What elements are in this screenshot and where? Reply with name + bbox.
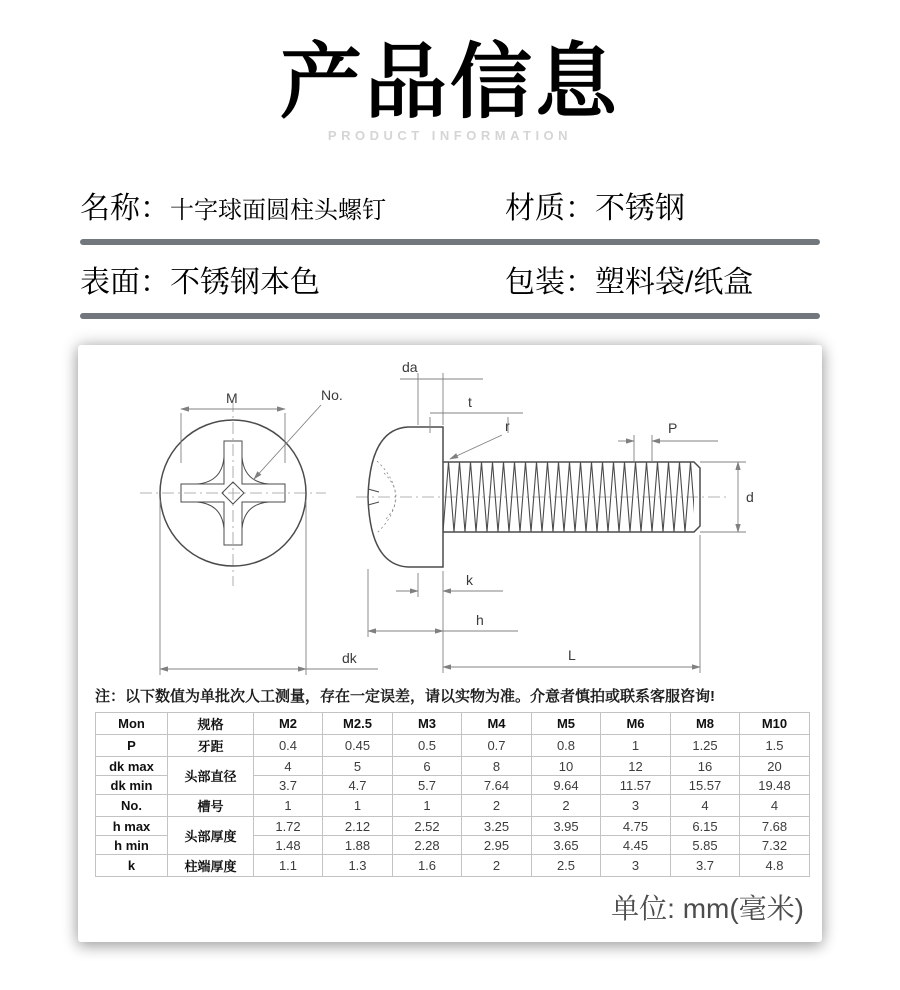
table-cell: 3 (601, 855, 671, 877)
table-cell: 0.5 (393, 735, 462, 757)
table-cell: 1.6 (393, 855, 462, 877)
column-header: M3 (393, 713, 462, 735)
dim-label-d: d (746, 489, 754, 506)
spec-material-label: 材质： (505, 192, 595, 226)
table-cell: 15.57 (671, 776, 740, 795)
table-cell: 头部直径 (168, 757, 254, 795)
table-cell: 7.64 (462, 776, 532, 795)
spec-table (95, 712, 810, 877)
table-cell: 1 (601, 735, 671, 757)
table-cell: 3.95 (532, 817, 601, 836)
table-cell: No. (96, 795, 168, 817)
table-cell: 20 (740, 757, 810, 776)
spec-material (505, 183, 685, 227)
dim-label-p: P (668, 420, 678, 437)
table-cell: 3.7 (254, 776, 323, 795)
table-cell: 1.5 (740, 735, 810, 757)
table-cell: 1 (254, 795, 323, 817)
dim-label-h: h (476, 612, 484, 629)
spec-material-value: 不锈钢 (595, 192, 685, 226)
table-cell: dk min (96, 776, 168, 795)
table-cell: 12 (601, 757, 671, 776)
dim-label-k: k (466, 572, 473, 589)
spec-packing-label: 包装： (505, 266, 595, 300)
dim-label-l: L (568, 647, 576, 664)
table-cell: 4.75 (601, 817, 671, 836)
table-cell: 2 (462, 855, 532, 877)
dim-label-m: M (226, 390, 238, 407)
table-cell: 8 (462, 757, 532, 776)
spec-packing (505, 257, 753, 301)
spec-surface-value: 不锈钢本色 (170, 266, 320, 300)
unit-label: 单位: mm(毫米) (611, 893, 804, 925)
table-row (96, 817, 810, 836)
divider-line (80, 313, 820, 319)
table-cell: 4.45 (601, 836, 671, 855)
table-cell: 7.68 (740, 817, 810, 836)
table-cell: 头部厚度 (168, 817, 254, 855)
table-cell: h min (96, 836, 168, 855)
page-subtitle: PRODUCT INFORMATION (327, 128, 573, 144)
table-cell: 1.1 (254, 855, 323, 877)
column-header: M6 (601, 713, 671, 735)
dim-label-r: r (505, 418, 510, 435)
table-cell: k (96, 855, 168, 877)
product-diagram-card (78, 345, 822, 942)
column-header: Mon (96, 713, 168, 735)
dim-label-no: No. (321, 387, 343, 404)
spec-row-1 (80, 177, 820, 233)
table-cell: 4 (254, 757, 323, 776)
table-cell: 4 (740, 795, 810, 817)
table-cell: 槽号 (168, 795, 254, 817)
dim-label-da: da (402, 359, 418, 376)
screw-technical-drawing (78, 345, 822, 683)
table-cell: 1.88 (323, 836, 393, 855)
table-cell: 0.45 (323, 735, 393, 757)
table-cell: 5.85 (671, 836, 740, 855)
table-cell: 1.25 (671, 735, 740, 757)
spec-name (80, 183, 505, 227)
table-row (96, 757, 810, 776)
table-cell: 4.8 (740, 855, 810, 877)
table-cell: 4.7 (323, 776, 393, 795)
table-cell: 0.7 (462, 735, 532, 757)
table-row (96, 735, 810, 757)
table-cell: 柱端厚度 (168, 855, 254, 877)
table-cell: 2.5 (532, 855, 601, 877)
table-cell: h max (96, 817, 168, 836)
table-cell: 5 (323, 757, 393, 776)
table-cell: 0.8 (532, 735, 601, 757)
table-cell: 3.7 (671, 855, 740, 877)
table-cell: 3.25 (462, 817, 532, 836)
spec-table-body (96, 735, 810, 877)
table-cell: 11.57 (601, 776, 671, 795)
spec-table-wrap (95, 712, 809, 877)
divider-line (80, 239, 820, 245)
table-cell: 1.3 (323, 855, 393, 877)
table-cell: 1.48 (254, 836, 323, 855)
spec-name-label: 名称： (80, 192, 170, 226)
column-header: M4 (462, 713, 532, 735)
table-cell: 1 (323, 795, 393, 817)
table-cell: 1 (393, 795, 462, 817)
measurement-note: 注：以下数值为单批次人工测量，存在一定误差，请以实物为准。介意者慎拍或联系客服咨询! (95, 688, 715, 706)
table-cell: 6 (393, 757, 462, 776)
table-cell: 5.7 (393, 776, 462, 795)
table-cell: 2 (462, 795, 532, 817)
table-cell: 6.15 (671, 817, 740, 836)
table-cell: 2.28 (393, 836, 462, 855)
table-cell: 19.48 (740, 776, 810, 795)
product-info-page (0, 37, 900, 990)
column-header: 规格 (168, 713, 254, 735)
spec-surface (80, 257, 505, 301)
table-cell: 1.72 (254, 817, 323, 836)
spec-surface-label: 表面： (80, 266, 170, 300)
table-cell: 2.12 (323, 817, 393, 836)
dim-label-dk: dk (342, 650, 357, 667)
table-cell: 9.64 (532, 776, 601, 795)
table-cell: 10 (532, 757, 601, 776)
table-cell: dk max (96, 757, 168, 776)
spec-name-value: 十字球面圆柱头螺钉 (170, 197, 386, 225)
table-cell: P (96, 735, 168, 757)
table-cell: 2 (532, 795, 601, 817)
table-cell: 3.65 (532, 836, 601, 855)
column-header: M2.5 (323, 713, 393, 735)
table-cell: 2.52 (393, 817, 462, 836)
table-cell: 0.4 (254, 735, 323, 757)
page-title: 产品信息 (279, 37, 620, 128)
table-cell: 16 (671, 757, 740, 776)
column-header: M2 (254, 713, 323, 735)
spec-packing-value: 塑料袋/纸盒 (595, 266, 754, 300)
spec-table-header-row (96, 713, 810, 735)
table-cell: 3 (601, 795, 671, 817)
spec-list (80, 177, 820, 319)
table-cell: 7.32 (740, 836, 810, 855)
table-cell: 2.95 (462, 836, 532, 855)
spec-row-2 (80, 251, 820, 307)
dim-label-t: t (468, 394, 472, 411)
column-header: M10 (740, 713, 810, 735)
table-cell: 4 (671, 795, 740, 817)
table-cell: 牙距 (168, 735, 254, 757)
table-row (96, 795, 810, 817)
column-header: M8 (671, 713, 740, 735)
column-header: M5 (532, 713, 601, 735)
table-row (96, 855, 810, 877)
